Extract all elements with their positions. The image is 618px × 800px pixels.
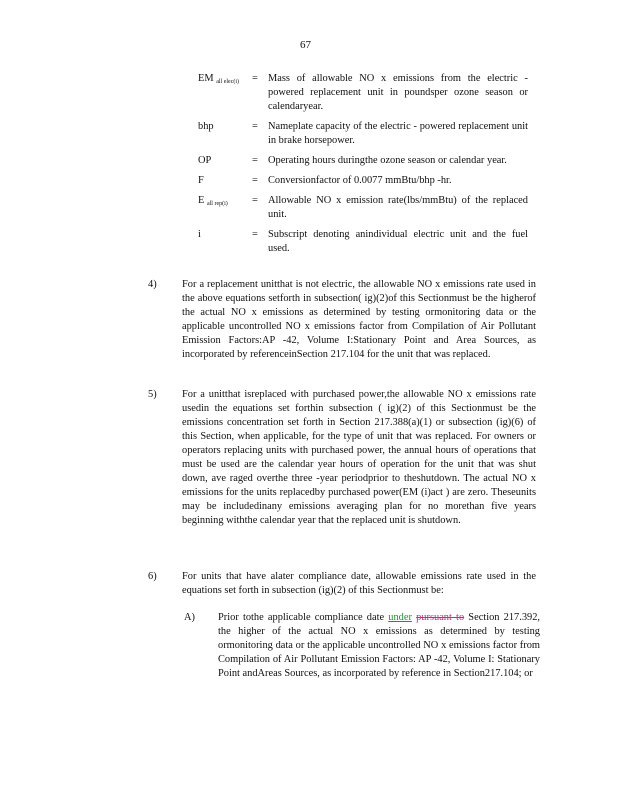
definition-term: bhp xyxy=(198,121,214,132)
definition-row xyxy=(198,154,528,168)
definition-description: Nameplate capacity of the electric - powered replacement unit in brake horsepower. xyxy=(268,121,528,146)
definition-description: Mass of allowable NO x emissions from the electric - powered replacement unit in poundsper ozone season or calendaryear. xyxy=(268,73,528,112)
sub-paragraph-number: A) xyxy=(184,612,195,623)
paragraph-number: 4) xyxy=(148,279,157,290)
equals-sign: = xyxy=(252,175,258,186)
definition-row xyxy=(198,228,528,256)
definition-term: EM $_{all elec(i)}$ xyxy=(198,73,240,85)
paragraph-5 xyxy=(148,388,536,528)
page-number: 67 xyxy=(300,39,311,51)
definition-row xyxy=(198,174,528,188)
paragraph-text: For a unitthat isreplaced with purchased power,the allowable NO x emissions rate usedin the equations set forthin subsection ( ig)(2) of this Sectionmust be the emissions concentration set forth in Section 217.388(a)(1) or subsection (ig)(6) of this Section, when applicable, for the type of unit that was replaced. For owners or operators replacing units with purchased power, the annual hours of operations that must be used are the calendar year hours of operation for the unit that was shut down, ave raged overthe three -year periodprior to theshutdown. The actual NO x emissions for the units replacedby purchased power(EM (i)act ) are zero. Theseunits may be includedinany emissions averaging plan for no morethan five years beginning withthe calendar year that the replaced unit is shutdown. xyxy=(182,389,536,526)
equals-sign: = xyxy=(252,195,258,206)
sub-paragraph-a xyxy=(184,611,540,681)
definition-description: Conversionfactor of 0.0077 mmBtu/bhp -hr. xyxy=(268,175,452,186)
definition-row xyxy=(198,72,528,114)
sub-paragraph-text: Prior tothe applicable compliance date under pursuant to Section 217.392, the higher of the actual NO x emissions as determined by testing ormonitoring data or the applicable uncontrolled NO x emissions factor from Compilation of Air Pollutant Emission Factors: AP -42, Volume I: Stationary Point andAreas Sources, as incorporated by reference in Section217.104; or xyxy=(218,612,540,679)
equals-sign: = xyxy=(252,155,258,166)
inserted-text: under xyxy=(388,612,412,623)
definition-description: Operating hours duringthe ozone season or calendar year. xyxy=(268,155,507,166)
paragraph-text: For a replacement unitthat is not electric, the allowable NO x emissions rate used in the above equations setforth in subsection( ig)(2)of this Sectionmust be the higherof the actual NO x emissions as determined by testing ormonitoring data or the applicable uncontrolled NO x emissions factor from Compilation of Air Pollutant Emission Factors:AP -42, Volume I:Stationary Point and Area Sources, as incorporated by referenceinSection 217.104 for the unit that was replaced. xyxy=(182,279,536,360)
definition-term: F xyxy=(198,175,204,186)
definition-term: OP xyxy=(198,155,212,166)
equals-sign: = xyxy=(252,229,258,240)
definition-term: i xyxy=(198,229,201,240)
paragraph-number: 5) xyxy=(148,389,157,400)
definition-row xyxy=(198,194,528,222)
definitions-list xyxy=(198,72,528,262)
equals-sign: = xyxy=(252,73,258,84)
paragraph-4 xyxy=(148,278,536,362)
definition-description: Subscript denoting anindividual electric unit and the fuel used. xyxy=(268,229,528,254)
equals-sign: = xyxy=(252,121,258,132)
definition-description: Allowable NO x emission rate(lbs/mmBtu) of the replaced unit. xyxy=(268,195,528,220)
paragraph-number: 6) xyxy=(148,571,157,582)
paragraph-6 xyxy=(148,570,536,598)
definition-row xyxy=(198,120,528,148)
paragraph-text: For units that have alater compliance date, allowable emissions rate used in the equations set forth in subsection (ig)(2) of this Sectionmust be: xyxy=(182,571,536,596)
definition-term: E $_{all rep(i)}$ xyxy=(198,195,228,207)
deleted-text: pursuant to xyxy=(416,612,465,623)
